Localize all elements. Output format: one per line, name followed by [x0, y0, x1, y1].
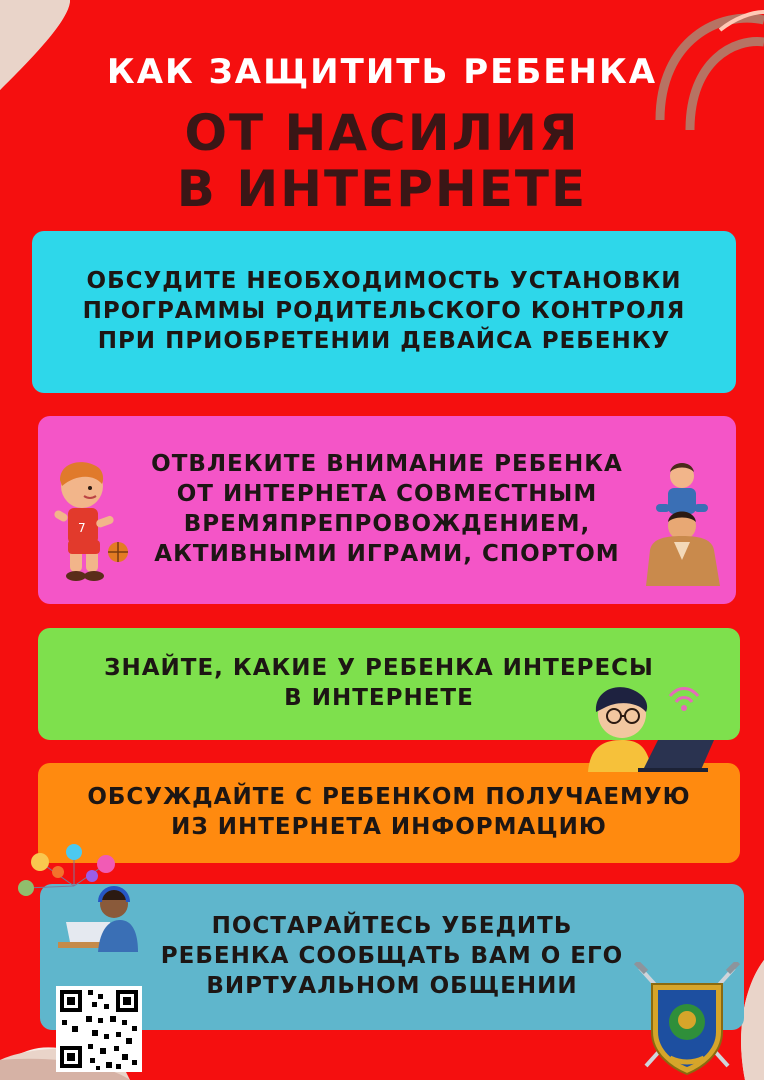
tip-text: ПОСТАРАЙТЕСЬ УБЕДИТЬ РЕБЕНКА СООБЩАТЬ ВАМ О ЕГО ВИРТУАЛЬНОМ ОБЩЕНИИ — [160, 913, 624, 999]
title-line-2: ОТ НАСИЛИЯ — [184, 104, 580, 162]
kids-network-icon — [10, 842, 140, 952]
tip-text: ОБСУЖДАЙТЕ С РЕБЕНКОМ ПОЛУЧАЕМУЮ ИЗ ИНТЕРНЕТА ИНФОРМАЦИЮ — [87, 784, 691, 840]
tip-card-parental-control — [32, 231, 736, 393]
tip-card-discuss — [38, 763, 740, 863]
svg-text:7: 7 — [78, 521, 86, 535]
boy-basketball-icon — [46, 456, 132, 592]
tip-text: ОТВЛЕКИТЕ ВНИМАНИЕ РЕБЕНКА ОТ ИНТЕРНЕТА СОВМЕСТНЫМ ВРЕМЯПРЕПРОВОЖДЕНИЕМ, АКТИВНЫМИ ИГРАМИ, СПОРТОМ — [151, 451, 623, 567]
tip-card-distract — [38, 416, 736, 604]
father-child-icon — [642, 460, 724, 586]
committee-emblem-icon — [632, 962, 742, 1080]
child-laptop-icon — [582, 682, 718, 772]
title-line-3: В ИНТЕРНЕТЕ — [176, 160, 588, 218]
tip-text: ОБСУДИТЕ НЕОБХОДИМОСТЬ УСТАНОВКИ ПРОГРАММЫ РОДИТЕЛЬСКОГО КОНТРОЛЯ ПРИ ПРИОБРЕТЕНИИ ДЕВАЙСА РЕБЕНКУ — [82, 268, 686, 354]
title-line-1: КАК ЗАЩИТИТЬ РЕБЕНКА — [106, 52, 658, 92]
qr-code-icon — [56, 986, 142, 1072]
tip-text: ЗНАЙТЕ, КАКИЕ У РЕБЕНКА ИНТЕРЕСЫ В ИНТЕРНЕТЕ — [104, 655, 654, 711]
